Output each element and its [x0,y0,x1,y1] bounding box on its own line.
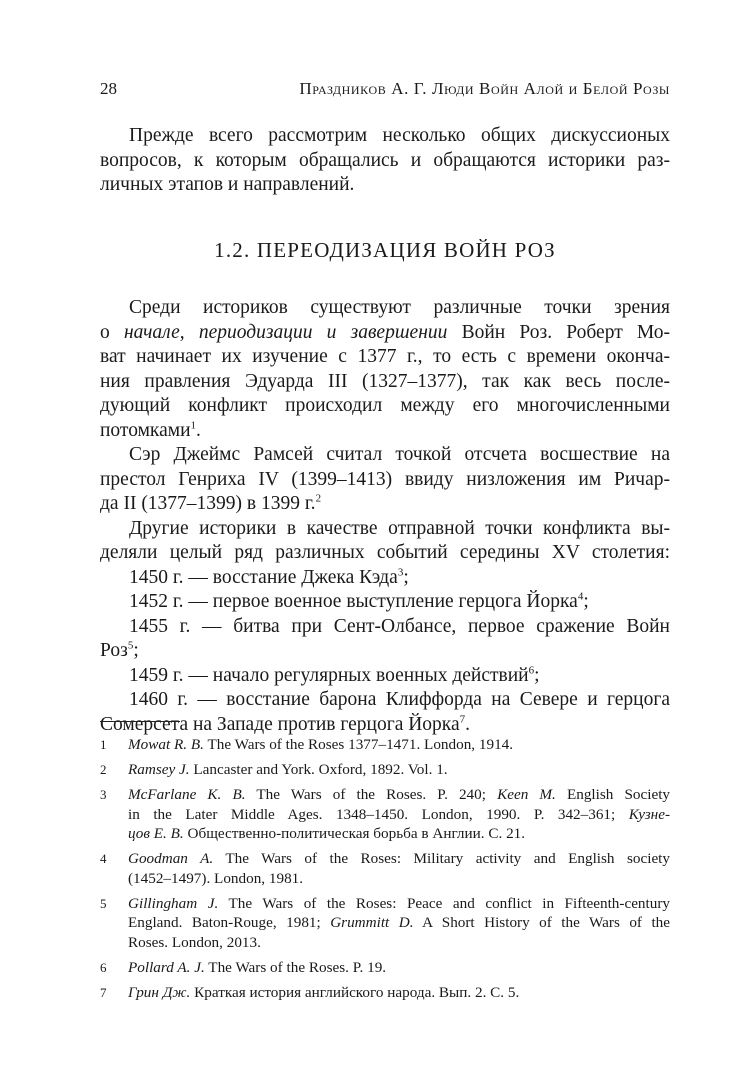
text-line: потомками$^1$. [100,419,201,441]
footnote-number: 7 [100,984,107,1000]
page-number: 28 [100,79,117,98]
italic-emphasis: начале, периодизации и завершении [123,321,448,343]
event-item: 1455 г. — битва при Сент-Олбансе, первое сражение Войн [129,615,670,637]
section-heading: 1.2. ПЕРЕОДИЗАЦИЯ ВОЙН РОЗ [214,238,556,262]
footnote-ref[interactable]: 3 [397,566,404,578]
text-line: Среди историков существуют различные точки зрения [129,297,670,318]
footnote-2: 2 Ramsey J. Lancaster and York. Oxford, 1892. Vol. 1. [100,761,448,778]
footnote-4: 4 Goodman A. The Wars of the Roses: Military activity and English society (1452–1497). London, 1981. [100,850,670,887]
event-item: 1452 г. — первое военное выступление герцога Йорка$^4$; [129,590,589,612]
text-line: дующий конфликт происходил между его многочисленными [100,395,670,416]
footnote-number: 5 [100,895,107,911]
event-item: 1459 г. — начало регулярных военных действий$^6$; [129,664,540,686]
footnote-ref[interactable]: 7 [459,713,466,725]
footnote-5: 5 Gillingham J. The Wars of the Roses: Peace and conflict in Fifteenth-century England. Baton-Rouge, 1981; Grummitt D. A Short History of the Wars of the Roses. London, 2013. [100,894,670,951]
footnote-number: 3 [100,787,107,802]
footnote-ref[interactable]: 1 [190,419,197,431]
text-line: о начале, периодизации и завершении Войн Роз. Роберт Мо- [100,321,670,343]
event-item: 1460 г. — восстание барона Клиффорда на Севере и герцога [129,689,670,710]
footnote-number: 4 [100,851,107,866]
footnote-ref[interactable]: 6 [528,664,535,676]
footnote-7: 7 Грин Дж. Краткая история английского народа. Вып. 2. С. 5. [100,983,520,1001]
text-line: ват начинает их изучение с 1377 г., то есть с времени оконча- [100,346,670,367]
text-line: престол Генриха IV (1399–1413) ввиду низложения им Ричар- [100,468,670,490]
footnote-divider [100,721,180,722]
footnote-number: 2 [100,762,107,777]
text-line: да II (1377–1399) в 1399 г.$^2$ [100,492,322,514]
text-line: вопросов, к которым обращались и обращаются историки раз- [100,149,670,171]
text-line: Прежде всего рассмотрим несколько общих дискуссионых [129,125,670,146]
text-line: Сэр Джеймс Рамсей считал точкой отсчета восшествие на [129,444,670,465]
text-line: личных этапов и направлений. [100,174,355,195]
text-line: деляли целый ряд различных событий середины XV столетия: [100,542,670,563]
footnote-1: 1 Mowat R. B. The Wars of the Roses 1377–1471. London, 1914. [100,736,514,753]
event-item: 1450 г. — восстание Джека Кэда$^3$; [129,566,409,588]
text-line: Сомерсета на Западе против герцога Йорка$^7$. [100,713,471,735]
footnote-6: 6 Pollard A. J. The Wars of the Roses. P. 19. [100,958,387,976]
footnote-ref[interactable]: 4 [577,590,584,603]
text-line: Роз$^5$; [100,639,139,661]
footnote-ref[interactable]: 5 [127,639,134,652]
text-line: ния правления Эдуарда III (1327–1377), так как весь после- [100,370,670,392]
intro-paragraph [100,124,670,198]
running-head [100,79,670,103]
footnote-ref[interactable]: 2 [315,492,322,505]
paragraph-1 [100,296,670,737]
footnote-number: 6 [100,959,107,975]
text-line: Другие историки в качестве отправной точки конфликта вы- [129,517,670,539]
footnotes [100,735,670,1008]
running-title: Праздников А. Г. Люди Войн Алой и Белой Розы [299,79,670,98]
footnote-number: 1 [100,737,107,752]
footnote-3: 3 McFarlane K. B. The Wars of the Roses. P. 240; Keen M. English Society in the Later Middle Ages. 1348–1450. London, 1990. P. 342–361; Кузне- цов Е. В. Общественно-политическая борьба в Англии. С. 21. [100,786,671,842]
